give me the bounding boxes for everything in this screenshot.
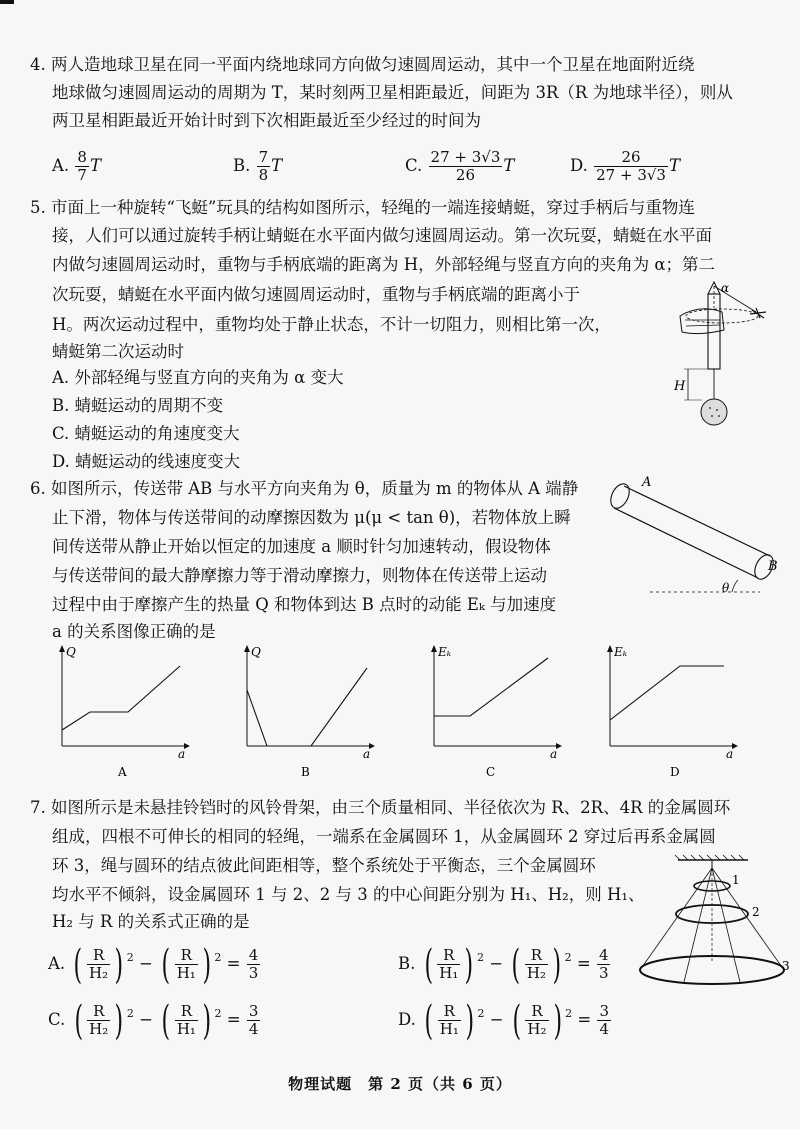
q7-option-c[interactable] xyxy=(48,998,261,1042)
option-label: C. xyxy=(48,1010,66,1029)
q5-line-5: H。两次运动过程中，重物均处于静止状态，不计一切阻力，则相比第一次， xyxy=(52,315,611,334)
x-axis-label: a xyxy=(178,747,186,761)
belt-top xyxy=(624,486,770,556)
q4-line-2: 地球做匀速圆周运动的周期为 T，某时刻两卫星相距最近，间距为 3R（R 为地球半径），则从 xyxy=(52,83,733,102)
numerator: R xyxy=(438,1003,461,1021)
variable: T xyxy=(668,156,680,175)
numerator: 4 xyxy=(248,946,259,964)
pulley-a xyxy=(610,481,633,511)
variable: T xyxy=(503,156,515,175)
denominator: H₂ xyxy=(89,1020,109,1038)
ring-label-2: 2 xyxy=(752,905,760,919)
numerator: 27 + 3√3 xyxy=(430,148,501,166)
q4-line-1: 4. 两人造地球卫星在同一平面内绕地球同方向做匀速圆周运动，其中一个卫星在地面附近绕 xyxy=(30,55,695,74)
y-axis-label: Q xyxy=(251,645,261,659)
denominator: H₂ xyxy=(527,1020,547,1038)
numerator: 26 xyxy=(594,149,668,167)
conveyor-belt-figure xyxy=(610,474,790,604)
numerator: 3 xyxy=(248,1002,259,1020)
q5-line-1: 5. 市面上一种旋转“飞蜓”玩具的结构如图所示，轻绳的一端连接蜻蜓，穿过手柄后与重物连 xyxy=(30,198,695,217)
finger-lines xyxy=(685,320,720,326)
x-axis-label: a xyxy=(550,747,558,761)
paren-group: ( $\frac{R}{\text{H₂}}$ ) xyxy=(511,941,562,988)
graph-d-curve xyxy=(610,666,724,720)
y-axis-label: Q xyxy=(66,645,76,659)
fraction xyxy=(525,947,548,982)
exponent: 2 xyxy=(565,1007,573,1020)
fraction xyxy=(75,149,89,184)
denominator: 3 xyxy=(598,964,609,982)
paren-group: ( $\frac{R}{\text{H₂}}$ ) xyxy=(74,997,124,1044)
chime-string-1 xyxy=(640,868,712,970)
y-axis-label: Eₖ xyxy=(614,645,628,659)
numerator: 3 xyxy=(599,1002,609,1020)
denominator: H₂ xyxy=(89,964,109,982)
exponent: 2 xyxy=(126,951,134,964)
minus-sign: − xyxy=(139,1010,153,1029)
belt-bottom xyxy=(614,508,758,578)
graph-caption: A xyxy=(118,765,127,779)
x-axis-label: a xyxy=(726,747,734,761)
denominator: H₁ xyxy=(176,964,196,982)
q7-option-b[interactable] xyxy=(398,942,611,986)
q7-line-4: 均水平不倾斜，设金属圆环 1 与 2、2 与 3 的中心间距分别为 H₁、H₂，则 H₁、 xyxy=(52,885,645,904)
q6-line-6: a 的关系图像正确的是 xyxy=(52,622,216,641)
graph-a-curve xyxy=(62,666,180,730)
option-label: D. xyxy=(398,1010,416,1029)
q6-line-5: 过程中由于摩擦产生的热量 Q 和物体到达 B 点时的动能 Eₖ 与加速度 xyxy=(52,595,557,614)
equals-sign: = xyxy=(226,954,241,973)
denominator: 26 xyxy=(455,166,476,184)
denominator: H₁ xyxy=(176,1020,196,1038)
q4-option-b[interactable] xyxy=(233,146,282,186)
paren-group: ( $\frac{R}{\text{H₂}}$ ) xyxy=(73,941,124,988)
graph-b-curve xyxy=(247,668,367,746)
exponent: 2 xyxy=(214,951,222,964)
q4-option-d[interactable] xyxy=(570,146,680,186)
paren-group: ( $\frac{R}{\text{H₂}}$ ) xyxy=(512,997,562,1044)
wind-chime-figure xyxy=(632,854,792,1020)
fraction xyxy=(87,1003,110,1038)
q7-line-5: H₂ 与 R 的关系式正确的是 xyxy=(52,912,250,931)
q4-line-3: 两卫星相距最近开始计时到下次相距最近至少经过的时间为 xyxy=(52,111,481,130)
y-axis-label: Eₖ xyxy=(438,645,452,659)
variable: T xyxy=(89,156,101,175)
hand-outline xyxy=(680,309,724,334)
exponent: 2 xyxy=(477,1007,485,1020)
paren-group: ( $\frac{R}{\text{H₁}}$ ) xyxy=(161,997,212,1044)
denominator: 4 xyxy=(248,1020,259,1038)
fraction xyxy=(175,1003,198,1038)
q7-line-2: 组成，四根不可伸长的相同的轻绳，一端系在金属圆环 1，从金属圆环 2 穿过后再系金属圆 xyxy=(52,827,716,846)
paren-group: ( $\frac{R}{\text{H₁}}$ ) xyxy=(424,941,474,988)
graph-caption: C xyxy=(486,765,496,779)
q7-line-3: 环 3，绳与圆环的结点彼此间距相等，整个系统处于平衡态，三个金属圆环 xyxy=(52,856,596,875)
q6-line-3: 间传送带从静止开始以恒定的加速度 a 顺时针匀加速转动，假设物体 xyxy=(52,537,551,556)
option-label: A. xyxy=(52,156,70,175)
q5-option-c[interactable]: C. 蜻蜓运动的角速度变大 xyxy=(52,424,240,443)
exponent: 2 xyxy=(214,1007,222,1020)
ring-label-3: 3 xyxy=(782,959,790,973)
option-label: C. xyxy=(405,156,423,175)
q6-graph-d[interactable] xyxy=(596,642,746,782)
exponent: 2 xyxy=(476,951,484,964)
denominator: 7 xyxy=(77,166,87,184)
fraction xyxy=(429,149,503,184)
fraction xyxy=(247,1003,261,1038)
h-label: H xyxy=(674,379,686,394)
denominator: H₂ xyxy=(526,964,546,982)
chime-string-3 xyxy=(684,868,712,982)
q6-line-1: 6. 如图所示，传送带 AB 与水平方向夹角为 θ，质量为 m 的物体从 A 端静 xyxy=(30,479,579,498)
label-b: B xyxy=(768,559,778,574)
q5-line-4: 次玩耍，蜻蜓在水平面内做匀速圆周运动时，重物与手柄底端的距离小于 xyxy=(52,285,580,304)
numerator: R xyxy=(437,947,460,965)
paren-group: ( $\frac{R}{\text{H₁}}$ ) xyxy=(161,941,211,988)
alpha-label: α xyxy=(721,281,730,295)
fraction xyxy=(525,1003,548,1038)
minus-sign: − xyxy=(489,954,504,973)
x-axis-label: a xyxy=(363,747,371,761)
denominator: 3 xyxy=(248,964,259,982)
minus-sign: − xyxy=(489,1010,504,1029)
fraction xyxy=(87,947,110,982)
ring-label-1: 1 xyxy=(732,873,740,887)
q7-line-1: 7. 如图所示是未悬挂铃铛时的风铃骨架，由三个质量相同、半径依次为 R、2R、4R 的金属圆环 xyxy=(30,798,731,817)
q6-line-4: 与传送带间的最大静摩擦力等于滑动摩擦力，则物体在传送带上运动 xyxy=(52,566,547,585)
numerator: 7 xyxy=(258,148,269,166)
weight-ball xyxy=(701,399,727,425)
denominator: 27 + 3√3 xyxy=(596,166,666,184)
q6-graph-b[interactable] xyxy=(233,642,383,782)
q5-line-2: 接，人们可以通过旋转手柄让蜻蜓在水平面内做匀速圆周运动。第一次玩耍，蜻蜓在水平面 xyxy=(52,226,712,245)
numerator: 8 xyxy=(77,148,87,166)
fraction xyxy=(437,947,460,982)
exponent: 2 xyxy=(126,1007,134,1020)
minus-sign: − xyxy=(139,954,153,973)
q5-line-3: 内做匀速圆周运动时，重物与手柄底端的距离为 H，外部轻绳与竖直方向的夹角为 α；第二 xyxy=(52,255,716,274)
denominator: H₁ xyxy=(439,1020,459,1038)
numerator: R xyxy=(87,947,110,965)
option-label: B. xyxy=(233,156,251,175)
exponent: 2 xyxy=(564,951,572,964)
scan-corner-mark xyxy=(0,0,14,4)
graph-caption: B xyxy=(301,765,310,779)
numerator: R xyxy=(525,947,548,965)
chime-string-2 xyxy=(712,868,784,970)
q7-option-a[interactable] xyxy=(48,942,261,986)
fraction xyxy=(257,149,271,184)
numerator: 4 xyxy=(598,946,609,964)
numerator: R xyxy=(87,1003,110,1021)
label-a: A xyxy=(642,475,652,490)
option-label: B. xyxy=(398,954,416,973)
numerator: R xyxy=(175,947,198,965)
q4-option-c[interactable] xyxy=(405,146,514,186)
fraction xyxy=(597,1003,611,1038)
graph-c-curve xyxy=(434,658,548,716)
graph-caption: D xyxy=(670,765,680,779)
q6-line-2: 止下滑，物体与传送带间的动摩擦因数为 μ(μ < tan θ)，若物体放上瞬 xyxy=(52,508,571,527)
option-label: D. xyxy=(570,156,588,175)
numerator: R xyxy=(175,1003,198,1021)
q6-graph-c[interactable] xyxy=(420,642,570,782)
equals-sign: = xyxy=(576,954,591,973)
numerator: R xyxy=(525,1003,548,1021)
fraction xyxy=(594,149,668,184)
fraction xyxy=(247,947,261,982)
equals-sign: = xyxy=(577,1010,592,1029)
q4-option-a[interactable] xyxy=(52,146,101,186)
page-footer: 物理试题 第 2 页（共 6 页） xyxy=(288,1075,512,1093)
option-label: A. xyxy=(48,954,66,973)
q5-option-a[interactable]: A. 外部轻绳与竖直方向的夹角为 α 变大 xyxy=(52,368,344,387)
q7-option-d[interactable] xyxy=(398,998,612,1042)
fraction xyxy=(438,1003,461,1038)
equals-sign: = xyxy=(226,1010,241,1029)
flying-dragonfly-toy-figure xyxy=(660,276,780,436)
q5-line-6: 蜻蜓第二次运动时 xyxy=(52,342,184,361)
denominator: 8 xyxy=(258,166,269,184)
q5-option-d[interactable]: D. 蜻蜓运动的线速度变大 xyxy=(52,452,241,471)
fraction xyxy=(175,947,198,982)
fraction xyxy=(597,947,611,982)
paren-group: ( $\frac{R}{\text{H₁}}$ ) xyxy=(424,997,474,1044)
denominator: H₁ xyxy=(439,964,459,982)
q6-graph-a[interactable] xyxy=(48,642,198,782)
theta-arc xyxy=(732,580,738,592)
theta-label: θ xyxy=(722,581,730,595)
variable: T xyxy=(271,156,283,175)
q5-option-b[interactable]: B. 蜻蜓运动的周期不变 xyxy=(52,396,224,415)
denominator: 4 xyxy=(599,1020,609,1038)
